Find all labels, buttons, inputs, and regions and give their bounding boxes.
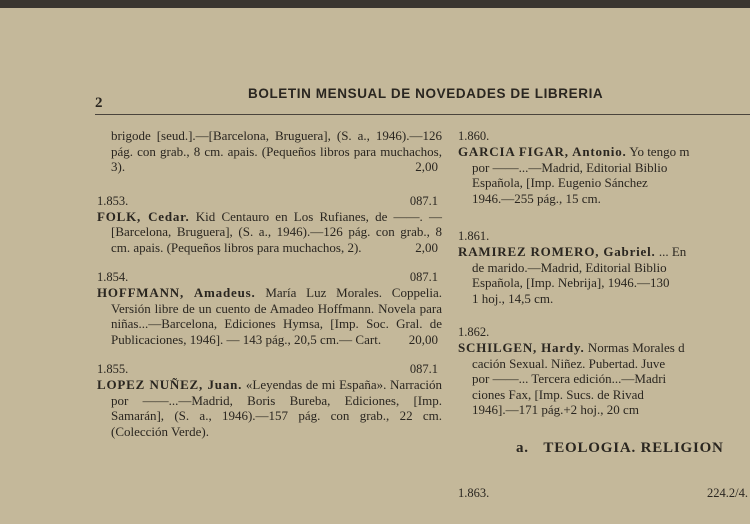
entry-1862 [458,324,750,418]
entry-author: HOFFMANN, Amadeus. [97,285,256,300]
entry-1853 [97,193,442,256]
entry-author: GARCIA FIGAR, Antonio. [458,144,627,159]
header-divider [95,114,750,115]
entry-author: LOPEZ NUÑEZ, Juan. [97,377,243,392]
entry-line: por ——... Tercera edición...—Madri [472,371,667,386]
entry-description: «Leyendas de mi España». Narración por ——...—Madrid, Boris Bureba, Ediciones, [Imp. Samarán], (S. a., 1946).—157 pág. con grab., 22 cm. (Colección Verde). [111,377,443,439]
section-heading [458,440,750,457]
entry-1860 [458,128,750,206]
entry-line: Yo tengo m [629,144,690,159]
entry-1863 [458,485,750,501]
entry-number: 1.860. [458,129,490,143]
entry-code: 087.1 [409,193,438,208]
entry-number: 1.855. [97,362,129,376]
entry-price: 2,00 [415,239,438,255]
entry-line: de marido.—Madrid, Editorial Biblio [472,259,667,275]
page-number: 2 [95,95,103,111]
entry-line: 1946.—255 pág., 15 cm. [472,190,601,206]
entry-1855 [97,361,442,439]
entry-number: 1.862. [458,325,490,339]
entry-line: 1946].—171 pág.+2 hoj., 20 cm [472,402,639,417]
entry-price: 20,00 [408,331,438,347]
entry-number: 1.853. [97,193,129,208]
right-column [458,128,750,524]
continued-entry-price: 2,00 [415,159,438,174]
entry-description: Kid Centauro en Los Rufianes, de ——. — [Barcelona, Bruguera], (S. a., 1946).—126 pág. con grab., 8 cm. apais. (Pequeños libros para muchachos, 2). [111,208,442,255]
entry-line: ciones Fax, [Imp. Sucs. de Rivad [472,386,644,402]
entry-author: FOLK, Cedar. [97,208,190,224]
continued-entry [97,128,442,175]
section-letter: a. [516,439,529,456]
page-top-edge [0,0,750,8]
entry-number: 1.861. [458,229,490,243]
entry-number: 1.854. [97,270,129,284]
entry-code: 087.1 [409,270,438,284]
continued-entry-text: brigode [seud.].—[Barcelona, Bruguera], (S. a., 1946).—126 pág. con grab., 8 cm. apais. (Pequeños libros para muchachos, 3). [111,128,442,174]
entry-line: ... En [658,244,687,259]
entry-author: SCHILGEN, Hardy. [458,340,585,355]
entry-line: cación Sexual. Niñez. Pubertad. Juve [472,355,666,371]
entry-1854 [97,269,442,347]
entry-author: RAMIREZ ROMERO, Gabriel. [458,244,656,259]
entry-1861 [458,228,750,306]
entry-line: 1 hoj., 14,5 cm. [472,290,554,306]
entry-line: por ——...—Madrid, Editorial Biblio [472,159,668,175]
page-title: BOLETIN MENSUAL DE NOVEDADES DE LIBRERIA [248,86,604,101]
entry-line: Normas Morales d [587,340,685,355]
left-column [97,128,442,439]
entry-line: Española, [Imp. Nebrija], 1946.—130 [472,275,670,290]
entry-code: 224.2/4. [707,485,748,500]
entry-number: 1.863. [458,485,490,500]
entry-code: 087.1 [409,362,438,376]
entry-description: María Luz Morales. Coppelia. Versión libre de un cuento de Amadeo Hoffmann. Novela para niñas...—Barcelona, Ediciones Hymsa, [Imp. Soc. Gral. de Publicaciones, 1946]. — 143 pág., 20,5 cm.— Cart. [111,285,442,347]
section-title: TEOLOGIA. RELIGION [543,439,724,456]
entry-line: Española, [Imp. Eugenio Sánchez [472,175,648,190]
